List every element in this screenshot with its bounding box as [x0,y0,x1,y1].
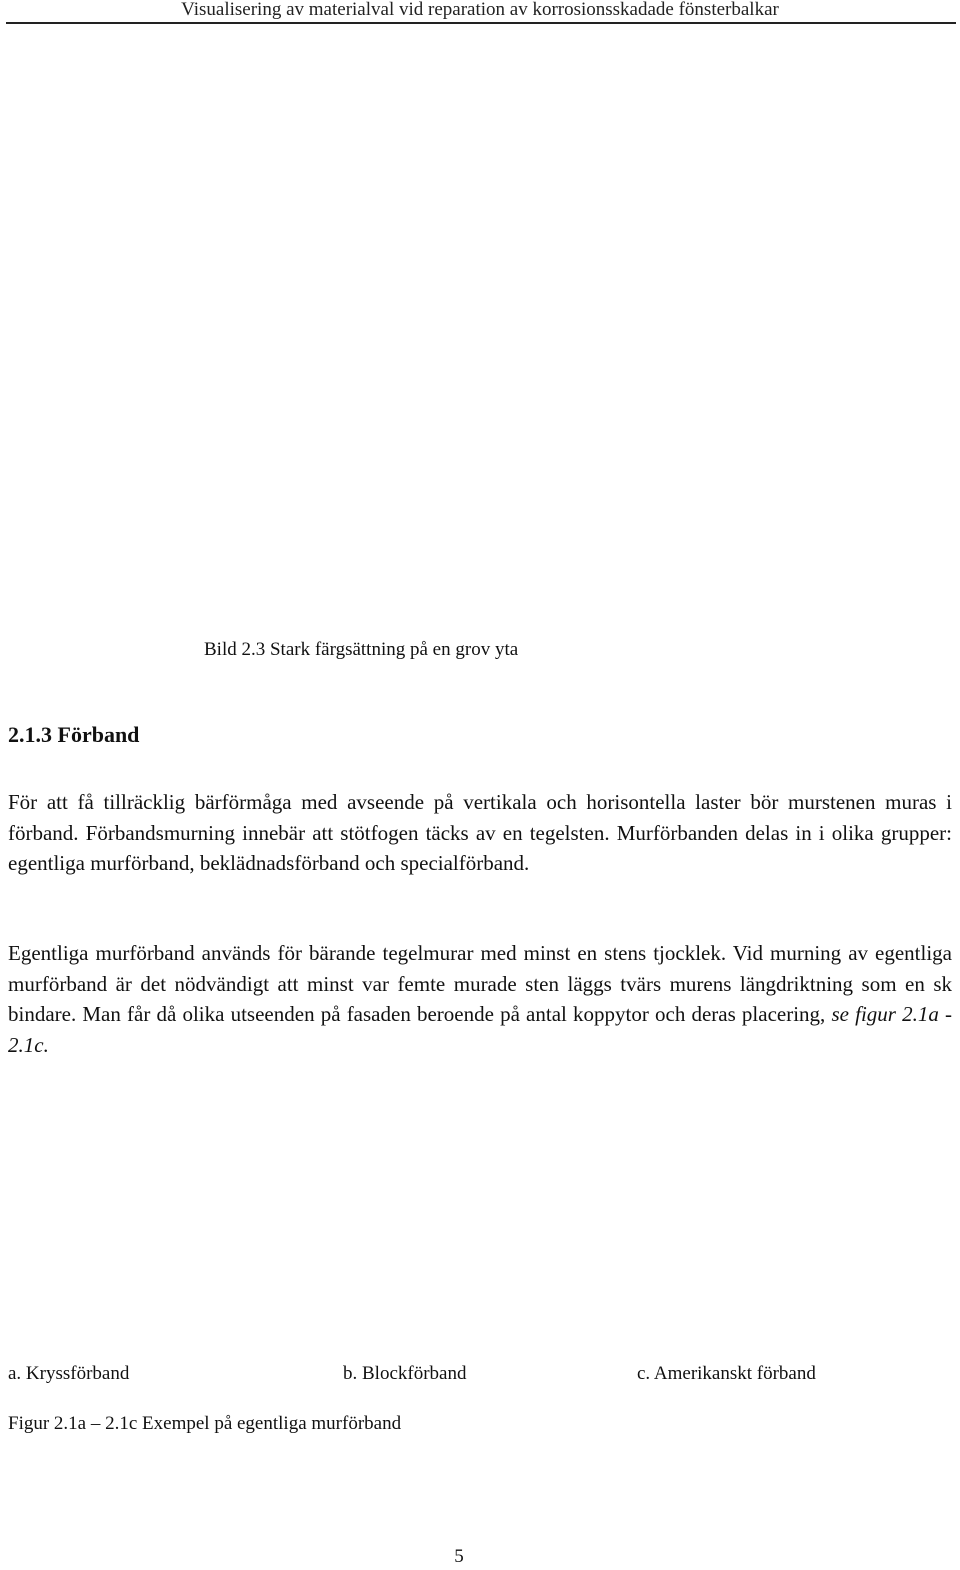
paragraph-1: För att få tillräcklig bärförmåga med avseende på vertikala och horisontella laster bör murstenen muras i förband. Förbandsmurning innebär att stötfogen täcks av en tegelsten. Murförbanden delas in i olika grupper: egentliga murförband, beklädnadsförband och specialförband. [8,790,952,875]
paragraph-2-text: Egentliga murförband används för bärande tegelmurar med minst en stens tjocklek. Vid murning av egentliga murförband är det nödvändigt att minst var femte murade sten läggs tvärs murens längdriktning som en sk bindare. Man får då olika utseenden på fasaden beroende på antal koppytor och deras placering, [8,941,952,1026]
image-caption: Bild 2.3 Stark färgsättning på en grov yta [204,639,519,660]
sub-caption-c: c. Amerikanskt förband [637,1363,816,1384]
paragraph-2 [8,938,952,1060]
sub-caption-b: b. Blockförband [343,1363,467,1384]
figure-caption: Figur 2.1a – 2.1c Exempel på egentliga murförband [8,1413,402,1434]
running-header: Visualisering av materialval vid reparation av korrosionsskadade fönsterbalkar [181,0,779,20]
sub-caption-a: a. Kryssförband [8,1363,130,1384]
figure-reference: se figur 2.1a - 2.1c. [8,1002,953,1057]
header-rule [6,22,956,24]
page-number: 5 [454,1546,464,1567]
section-heading: 2.1.3 Förband [8,722,140,747]
